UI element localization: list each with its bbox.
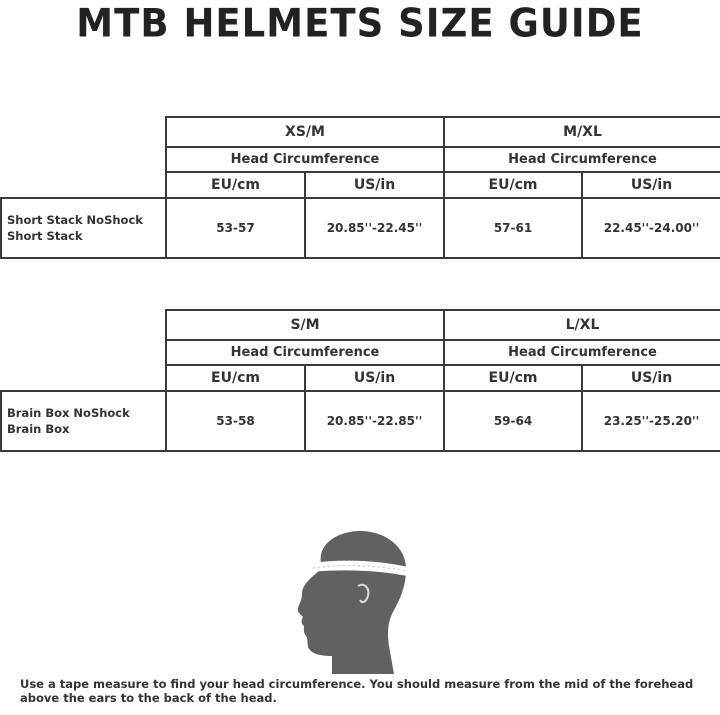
model-name: Short Stack (7, 229, 83, 243)
blank-cell (1, 117, 166, 147)
size-header-xs-m: XS/M (166, 117, 444, 147)
us-value: 22.45''-24.00'' (582, 198, 720, 258)
head-circumference-header: Head Circumference (166, 340, 444, 365)
eu-value: 59-64 (444, 391, 582, 451)
size-table-short-stack (0, 116, 720, 259)
blank-cell (1, 172, 166, 198)
model-name: Short Stack NoShock (7, 213, 143, 227)
head-measurement-illustration (292, 528, 418, 676)
model-names (1, 198, 166, 258)
page-title: MTB HELMETS SIZE GUIDE (76, 0, 644, 47)
eu-value: 57-61 (444, 198, 582, 258)
head-silhouette-icon (292, 528, 418, 676)
blank-cell (1, 310, 166, 340)
us-in-header: US/in (582, 365, 720, 391)
size-header-m-xl: M/XL (444, 117, 720, 147)
us-in-header: US/in (305, 365, 444, 391)
model-names (1, 391, 166, 451)
us-in-header: US/in (582, 172, 720, 198)
us-value: 20.85''-22.85'' (305, 391, 444, 451)
head-circumference-header: Head Circumference (444, 147, 720, 172)
size-header-l-xl: L/XL (444, 310, 720, 340)
blank-cell (1, 340, 166, 365)
model-name: Brain Box NoShock (7, 406, 130, 420)
model-name: Brain Box (7, 422, 70, 436)
us-value: 23.25''-25.20'' (582, 391, 720, 451)
size-header-s-m: S/M (166, 310, 444, 340)
eu-cm-header: EU/cm (444, 172, 582, 198)
eu-cm-header: EU/cm (166, 172, 305, 198)
us-value: 20.85''-22.45'' (305, 198, 444, 258)
eu-cm-header: EU/cm (444, 365, 582, 391)
blank-cell (1, 147, 166, 172)
size-table-brain-box (0, 309, 720, 452)
measurement-instructions: Use a tape measure to find your head circumference. You should measure from the mid of the forehead above the ears to the back of the head. (20, 677, 694, 705)
head-circumference-header: Head Circumference (444, 340, 720, 365)
us-in-header: US/in (305, 172, 444, 198)
eu-value: 53-57 (166, 198, 305, 258)
table-row (1, 391, 720, 451)
blank-cell (1, 365, 166, 391)
eu-cm-header: EU/cm (166, 365, 305, 391)
table-row (1, 198, 720, 258)
eu-value: 53-58 (166, 391, 305, 451)
head-circumference-header: Head Circumference (166, 147, 444, 172)
